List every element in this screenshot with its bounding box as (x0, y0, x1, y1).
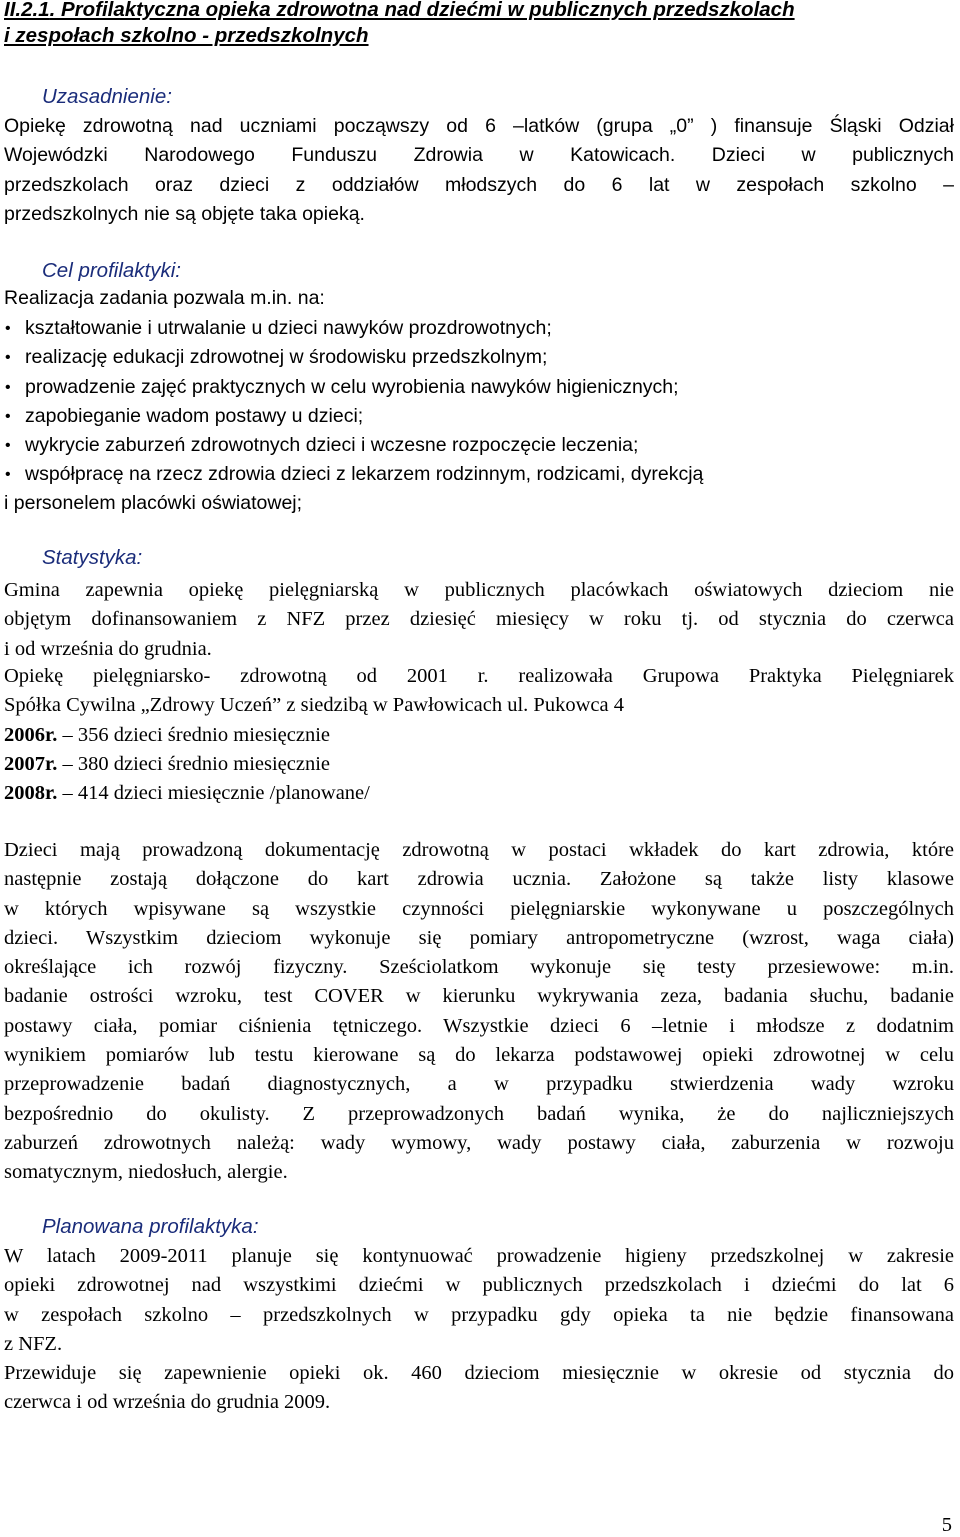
dokumentacja-line: Dzieci mają prowadzoną dokumentację zdrowotną w postaci wkładek do kart zdrowia, które (4, 839, 954, 861)
dokumentacja-line: następnie zostają dołączone do kart zdrowia ucznia. Założone są także listy klasowe (4, 868, 954, 891)
section-title (4, 0, 954, 49)
uzasadnienie-line: przedszkolach oraz dzieci z oddziałów młodszych do 6 lat w zespołach szkolno – (4, 173, 954, 196)
dokumentacja-line: zaburzeń zdrowotnych należą: wady wymowy, wady postawy ciała, zaburzenia w rozwoju (4, 1131, 954, 1154)
statystyka-line: Opiekę pielęgniarsko- zdrowotną od 2001 r. realizowała Grupowa Praktyka Pielęgniarek (4, 665, 954, 687)
statystyka-line: i od września do grudnia. (4, 637, 212, 660)
uzasadnienie-line: Wojewódzki Narodowego Funduszu Zdrowia w Katowicach. Dzieci w publicznych (4, 144, 954, 167)
cel-continuation: i personelem placówki oświatowej; (4, 492, 303, 514)
uzasadnienie-heading: Uzasadnienie: (42, 85, 172, 108)
cel-intro: Realizacja zadania pozwala m.in. na: (4, 287, 325, 309)
planowana-line: opieki zdrowotnej nad wszystkimi dziećmi w publicznych przedszkolach i dziećmi do lat 6 (4, 1274, 954, 1297)
planowana-heading: Planowana profilaktyka: (42, 1215, 259, 1238)
page-number: 5 (941, 1514, 952, 1536)
bullet-icon: • (5, 407, 11, 425)
list-item: • współpracę na rzecz zdrowia dzieci z lekarzem rodzinnym, rodzicami, dyrekcją (4, 460, 954, 489)
year-row: 2007r. – 380 dzieci średnio miesięcznie (4, 752, 331, 775)
dokumentacja-line: przeprowadzenie badań diagnostycznych, a w przypadku stwierdzenia wady wzroku (4, 1073, 954, 1096)
list-item: • wykrycie zaburzeń zdrowotnych dzieci i wczesne rozpoczęcie leczenia; (4, 431, 954, 460)
bullet-icon: • (5, 349, 11, 367)
list-item: • zapobieganie wadom postawy u dzieci; (4, 402, 954, 431)
bullet-icon: • (5, 378, 11, 396)
section-title-line1: . Profilaktyczna opieka zdrowotna nad dziećmi w publicznych przedszkolach (49, 0, 795, 21)
list-item: • kształtowanie i utrwalanie u dzieci nawyków prozdrowotnych; (4, 314, 954, 343)
bullet-icon: • (5, 466, 11, 484)
year-row: 2008r. – 414 dzieci miesięcznie /planowane/ (4, 782, 370, 805)
cel-heading: Cel profilaktyki: (42, 259, 181, 282)
statystyka-paragraph-1 (4, 576, 954, 664)
dokumentacja-line: dzieci. Wszystkim dzieciom wykonuje się pomiary antropometryczne (wzrost, waga ciała) (4, 926, 954, 949)
dokumentacja-line: wynikiem pomiarów lub testu kierowane są do lekarza podstawowej opieki zdrowotnej w celu (4, 1044, 954, 1067)
planowana-paragraph-1 (4, 1242, 954, 1418)
section-number: II.2.1 (4, 0, 50, 21)
section-title-line2: i zespołach szkolno - przedszkolnych (4, 24, 369, 47)
planowana-line: Przewiduje się zapewnienie opieki ok. 460 dzieciom miesięcznie w okresie od stycznia do (4, 1362, 954, 1385)
statystyka-heading: Statystyka: (42, 546, 143, 569)
uzasadnienie-line: Opiekę zdrowotną nad uczniami począwszy od 6 –latków (grupa „0” ) finansuje Śląski Odział (4, 115, 954, 137)
dokumentacja-line: badanie ostrości wzroku, test COVER w kierunku wykrywania zeza, badania słuchu, badanie (4, 985, 954, 1008)
statystyka-line: Gmina zapewnia opiekę pielęgniarską w publicznych placówkach oświatowych dzieciom nie (4, 579, 954, 601)
list-item: • prowadzenie zajęć praktycznych w celu wyrobienia nawyków higienicznych; (4, 373, 954, 402)
bullet-icon: • (5, 320, 11, 337)
bullet-icon: • (5, 437, 11, 455)
dokumentacja-line: somatycznym, niedosłuch, alergie. (4, 1161, 288, 1184)
statystyka-line: Spółka Cywilna „Zdrowy Uczeń” z siedzibą w Pawłowicach ul. Pukowca 4 (4, 694, 624, 717)
uzasadnienie-paragraph (4, 112, 954, 229)
dokumentacja-line: określające ich rozwój fizyczny. Sześciolatkom wykonuje się testy przesiewowe: m.in. (4, 956, 954, 979)
planowana-line: z NFZ. (4, 1332, 63, 1355)
statystyka-line: objętym dofinansowaniem z NFZ przez dziesięć miesięcy w roku tj. od stycznia do czerwca (4, 608, 954, 631)
list-item: • realizację edukacji zdrowotnej w środowisku przedszkolnym; (4, 343, 954, 372)
uzasadnienie-line: przedszkolnych nie są objęte taka opieką. (4, 202, 365, 225)
dokumentacja-line: w których wpisywane są wszystkie czynności pielęgniarskie wykonywane u poszczególnych (4, 897, 954, 920)
dokumentacja-line: postawy ciała, pomiar ciśnienia tętniczego. Wszystkie dzieci 6 –letnie i młodsze z dodatnim (4, 1014, 954, 1037)
cel-bullet-list (4, 314, 954, 490)
dokumentacja-line: bezpośrednio do okulisty. Z przeprowadzonych badań wynika, że do najliczniejszych (4, 1102, 954, 1125)
year-row: 2006r. – 356 dzieci średnio miesięcznie (4, 723, 331, 746)
planowana-line: czerwca i od września do grudnia 2009. (4, 1391, 331, 1414)
dokumentacja-paragraph (4, 836, 954, 1188)
statystyka-paragraph-2 (4, 662, 954, 808)
planowana-line: W latach 2009-2011 planuje się kontynuować prowadzenie higieny przedszkolnej w zakresie (4, 1245, 954, 1267)
planowana-line: w zespołach szkolno – przedszkolnych w przypadku gdy opieka ta nie będzie finansowana (4, 1303, 954, 1326)
